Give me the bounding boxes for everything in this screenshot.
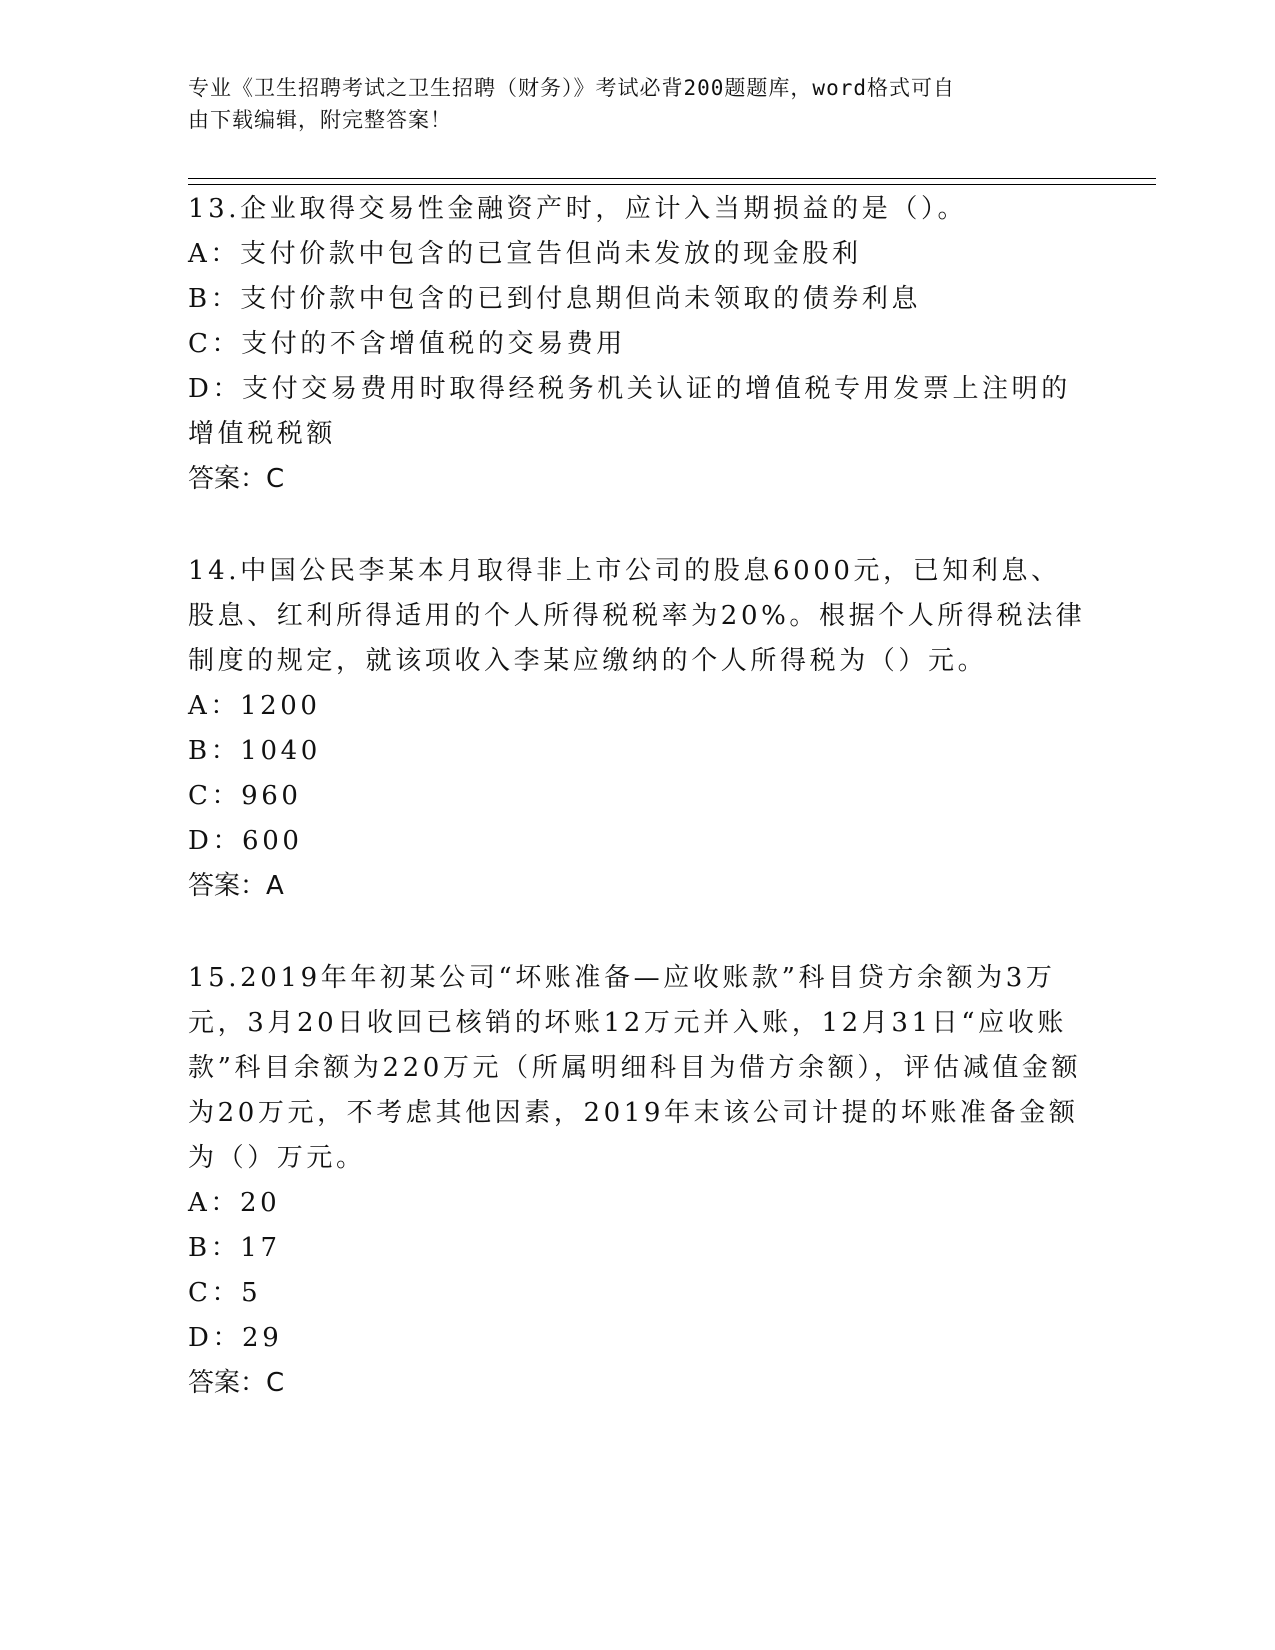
header-divider-top [188,178,1156,179]
question-15 [188,956,1088,1406]
answer-line: 答案：A [188,871,284,901]
question-13 [188,187,1088,502]
option-d: D：600 [188,826,303,856]
question-stem: 15.2019年年初某公司“坏账准备—应收账款”科目贷方余额为3万元，3月20日收回已核销的坏账12万元并入账，12月31日“应收账款”科目余额为220万元（所属明细科目为借方余额），评估减值金额为20万元，不考虑其他因素，2019年末该公司计提的坏账准备金额为（）万元。 [188,963,1082,1173]
option-a: A：1200 [188,691,321,721]
option-c: C：支付的不含增值税的交易费用 [188,329,626,359]
answer-line: 答案：C [188,1368,285,1398]
option-a: A：20 [188,1188,281,1218]
option-b: B：17 [188,1233,281,1263]
option-d: D：支付交易费用时取得经税务机关认证的增值税专用发票上注明的增值税税额 [188,374,1071,449]
option-d: D：29 [188,1323,283,1353]
answer-line: 答案：C [188,464,285,494]
question-stem: 14.中国公民李某本月取得非上市公司的股息6000元，已知利息、股息、红利所得适用的个人所得税税率为20%。根据个人所得税法律制度的规定，就该项收入李某应缴纳的个人所得税为（）元。 [188,556,1086,676]
header-line-1: 专业《卫生招聘考试之卫生招聘（财务）》考试必背200题题库，word格式可自 [188,76,955,100]
header-divider-bottom [188,184,1156,185]
option-b: B：支付价款中包含的已到付息期但尚未领取的债券利息 [188,284,922,314]
option-a: A：支付价款中包含的已宣告但尚未发放的现金股利 [188,239,862,269]
question-stem: 13.企业取得交易性金融资产时，应计入当期损益的是（）。 [188,194,968,224]
question-14 [188,549,1088,909]
question-list [188,187,1088,1406]
option-b: B：1040 [188,736,321,766]
document-header [188,72,1068,136]
option-c: C：960 [188,781,302,811]
header-line-2: 由下载编辑，附完整答案！ [188,108,452,132]
option-c: C：5 [188,1278,262,1308]
